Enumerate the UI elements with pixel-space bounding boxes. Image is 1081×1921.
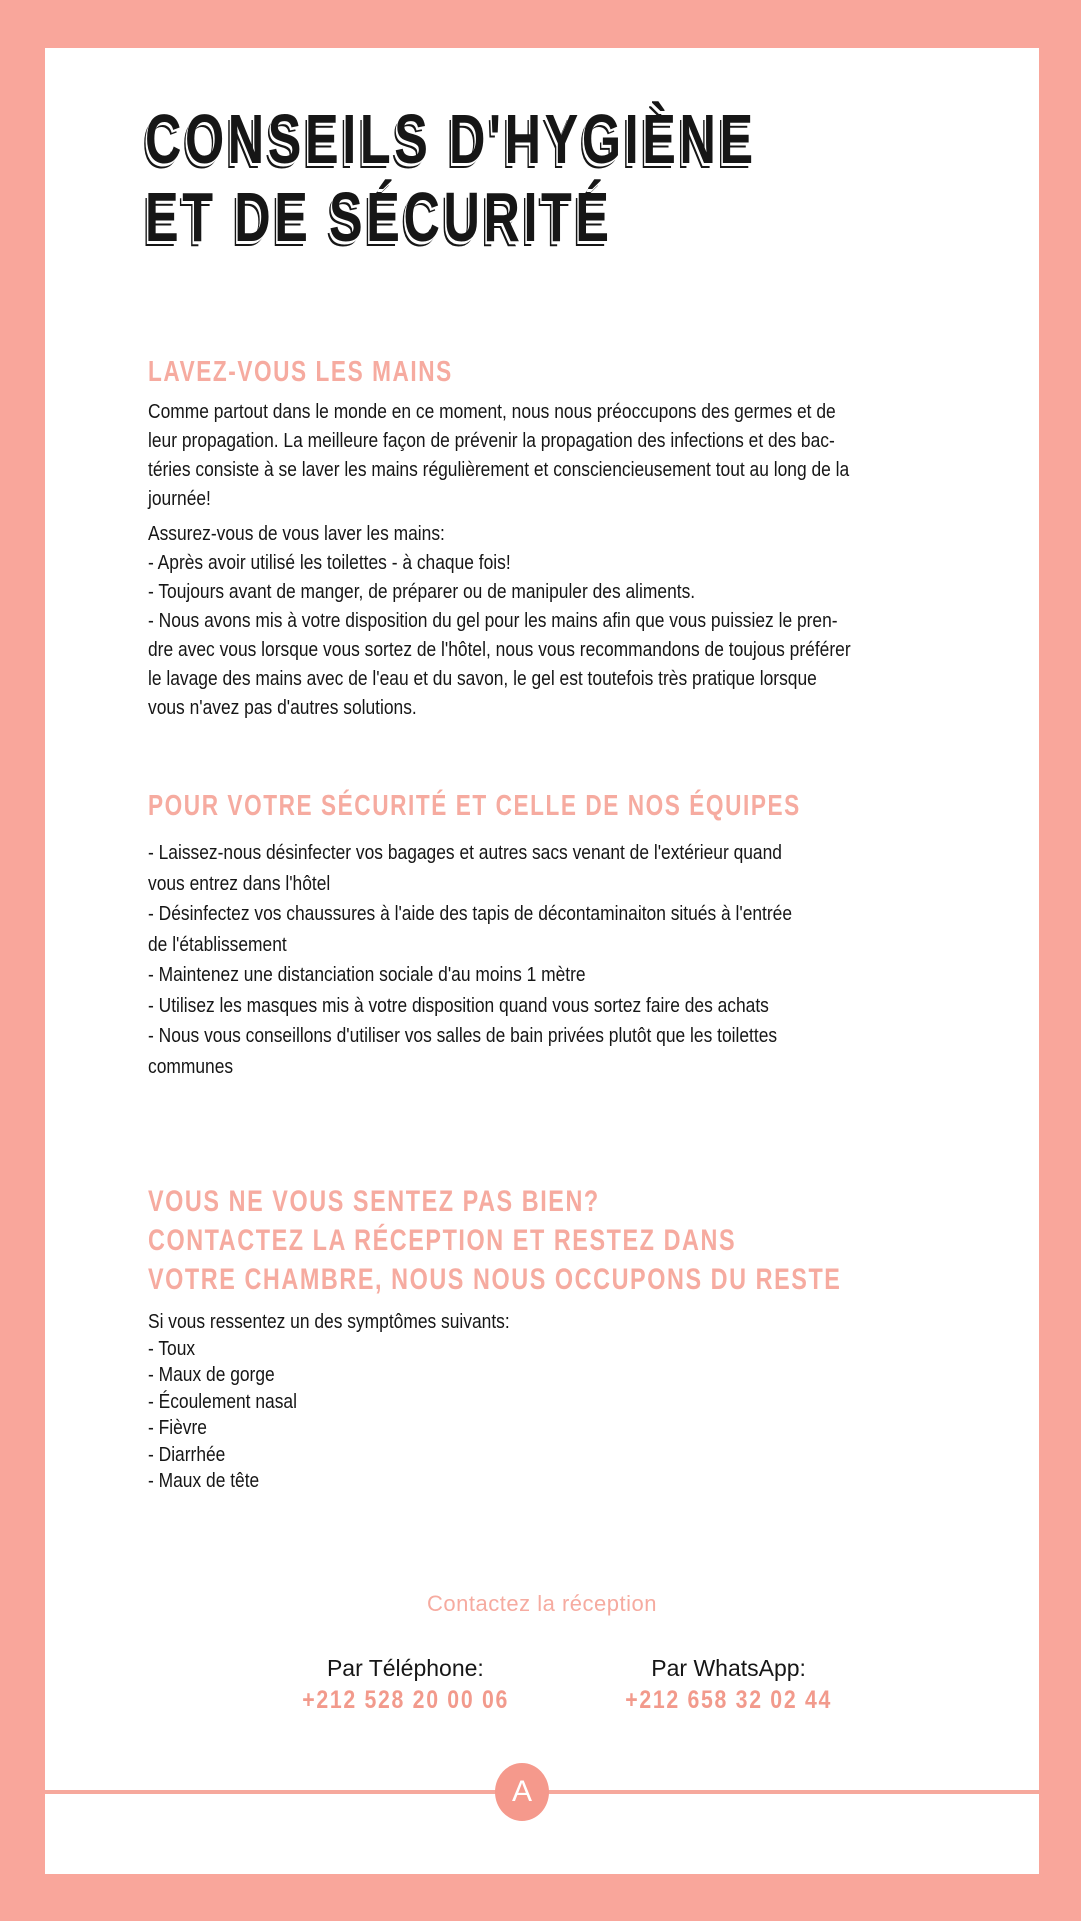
text-line: - Toujours avant de manger, de préparer ou de manipuler des aliments. <box>148 581 696 603</box>
text-line: Assurez-vous de vous laver les mains: <box>148 523 445 545</box>
text-line: Comme partout dans le monde en ce moment, nous nous préoccupons des germes et de <box>148 401 836 423</box>
section-heading-unwell <box>148 1182 841 1299</box>
hotel-logo-badge: A <box>495 1763 549 1821</box>
symptoms-list <box>148 1336 510 1495</box>
list-item-line: communes <box>148 1055 234 1078</box>
symptom-item: - Maux de gorge <box>148 1364 275 1386</box>
text-line: journée! <box>148 488 211 510</box>
list-item-line: - Maintenez une distanciation sociale d'au moins 1 mètre <box>148 964 586 986</box>
text-line: - Nous avons mis à votre disposition du gel pour les mains afin que vous puissiez le pren- <box>148 610 838 632</box>
heading-line: VOTRE CHAMBRE, NOUS NOUS OCCUPONS DU RESTE <box>148 1263 842 1296</box>
contact-reception-label: Contactez la réception <box>427 1591 657 1616</box>
list-item-line: - Nous vous conseillons d'utiliser vos salles de bain privées plutôt que les toilettes <box>148 1025 778 1047</box>
text-line: - Après avoir utilisé les toilettes - à chaque fois! <box>148 552 511 574</box>
list-item-line: - Désinfectez vos chaussures à l'aide des tapis de décontaminaiton situés à l'entrée <box>148 903 793 925</box>
phone-number: +212 528 20 00 06 <box>302 1686 509 1714</box>
page-title-line-1: CONSEILS D'HYGIÈNE <box>145 100 757 178</box>
symptom-item: - Fièvre <box>148 1417 207 1439</box>
contact-methods <box>45 1653 1039 1715</box>
poster-content <box>45 48 1039 1874</box>
symptoms-block <box>148 1309 510 1495</box>
text-line: leur propagation. La meilleure façon de prévenir la propagation des infections et des bac- <box>148 430 835 452</box>
symptom-item: - Diarrhée <box>148 1443 226 1466</box>
symptoms-intro: Si vous ressentez un des symptômes suivants: <box>148 1311 510 1333</box>
section-heading-safety: POUR VOTRE SÉCURITÉ ET CELLE DE NOS ÉQUIPES <box>148 790 801 822</box>
section-heading-wash-hands: LAVEZ-VOUS LES MAINS <box>148 356 453 388</box>
text-line: dre avec vous lorsque vous sortez de l'hôtel, nous vous recommandons de toujous préférer <box>148 639 851 661</box>
heading-line: VOUS NE VOUS SENTEZ PAS BIEN? <box>148 1185 600 1218</box>
symptom-item: - Maux de tête <box>148 1470 260 1492</box>
safety-measures-list <box>148 838 792 1082</box>
list-item-line: - Laissez-nous désinfecter vos bagages et autres sacs venant de l'extérieur quand <box>148 842 782 864</box>
list-item-line: de l'établissement <box>148 933 287 956</box>
wash-hands-instructions-paragraph <box>148 520 851 723</box>
symptom-item: - Toux <box>148 1337 196 1360</box>
wash-hands-intro-paragraph <box>148 398 849 514</box>
page-title <box>145 100 757 256</box>
contact-method-phone <box>284 1653 527 1715</box>
heading-line: CONTACTEZ LA RÉCEPTION ET RESTEZ DANS <box>148 1224 737 1257</box>
text-line: le lavage des mains avec de l'eau et du savon, le gel est toutefois très pratique lorsque <box>148 668 817 690</box>
contact-method-whatsapp <box>607 1653 850 1715</box>
page-title-line-2: ET DE SÉCURITÉ <box>145 178 613 256</box>
phone-label: Par Téléphone: <box>326 1655 484 1681</box>
list-item-line: vous entrez dans l'hôtel <box>148 872 331 895</box>
symptom-item: - Écoulement nasal <box>148 1390 297 1413</box>
whatsapp-number: +212 658 32 02 44 <box>625 1686 832 1714</box>
whatsapp-label: Par WhatsApp: <box>651 1655 806 1681</box>
text-line: vous n'avez pas d'autres solutions. <box>148 697 417 719</box>
list-item-line: - Utilisez les masques mis à votre disposition quand vous sortez faire des achats <box>148 994 769 1017</box>
text-line: téries consiste à se laver les mains régulièrement et consciencieusement tout au long de la <box>148 459 850 481</box>
